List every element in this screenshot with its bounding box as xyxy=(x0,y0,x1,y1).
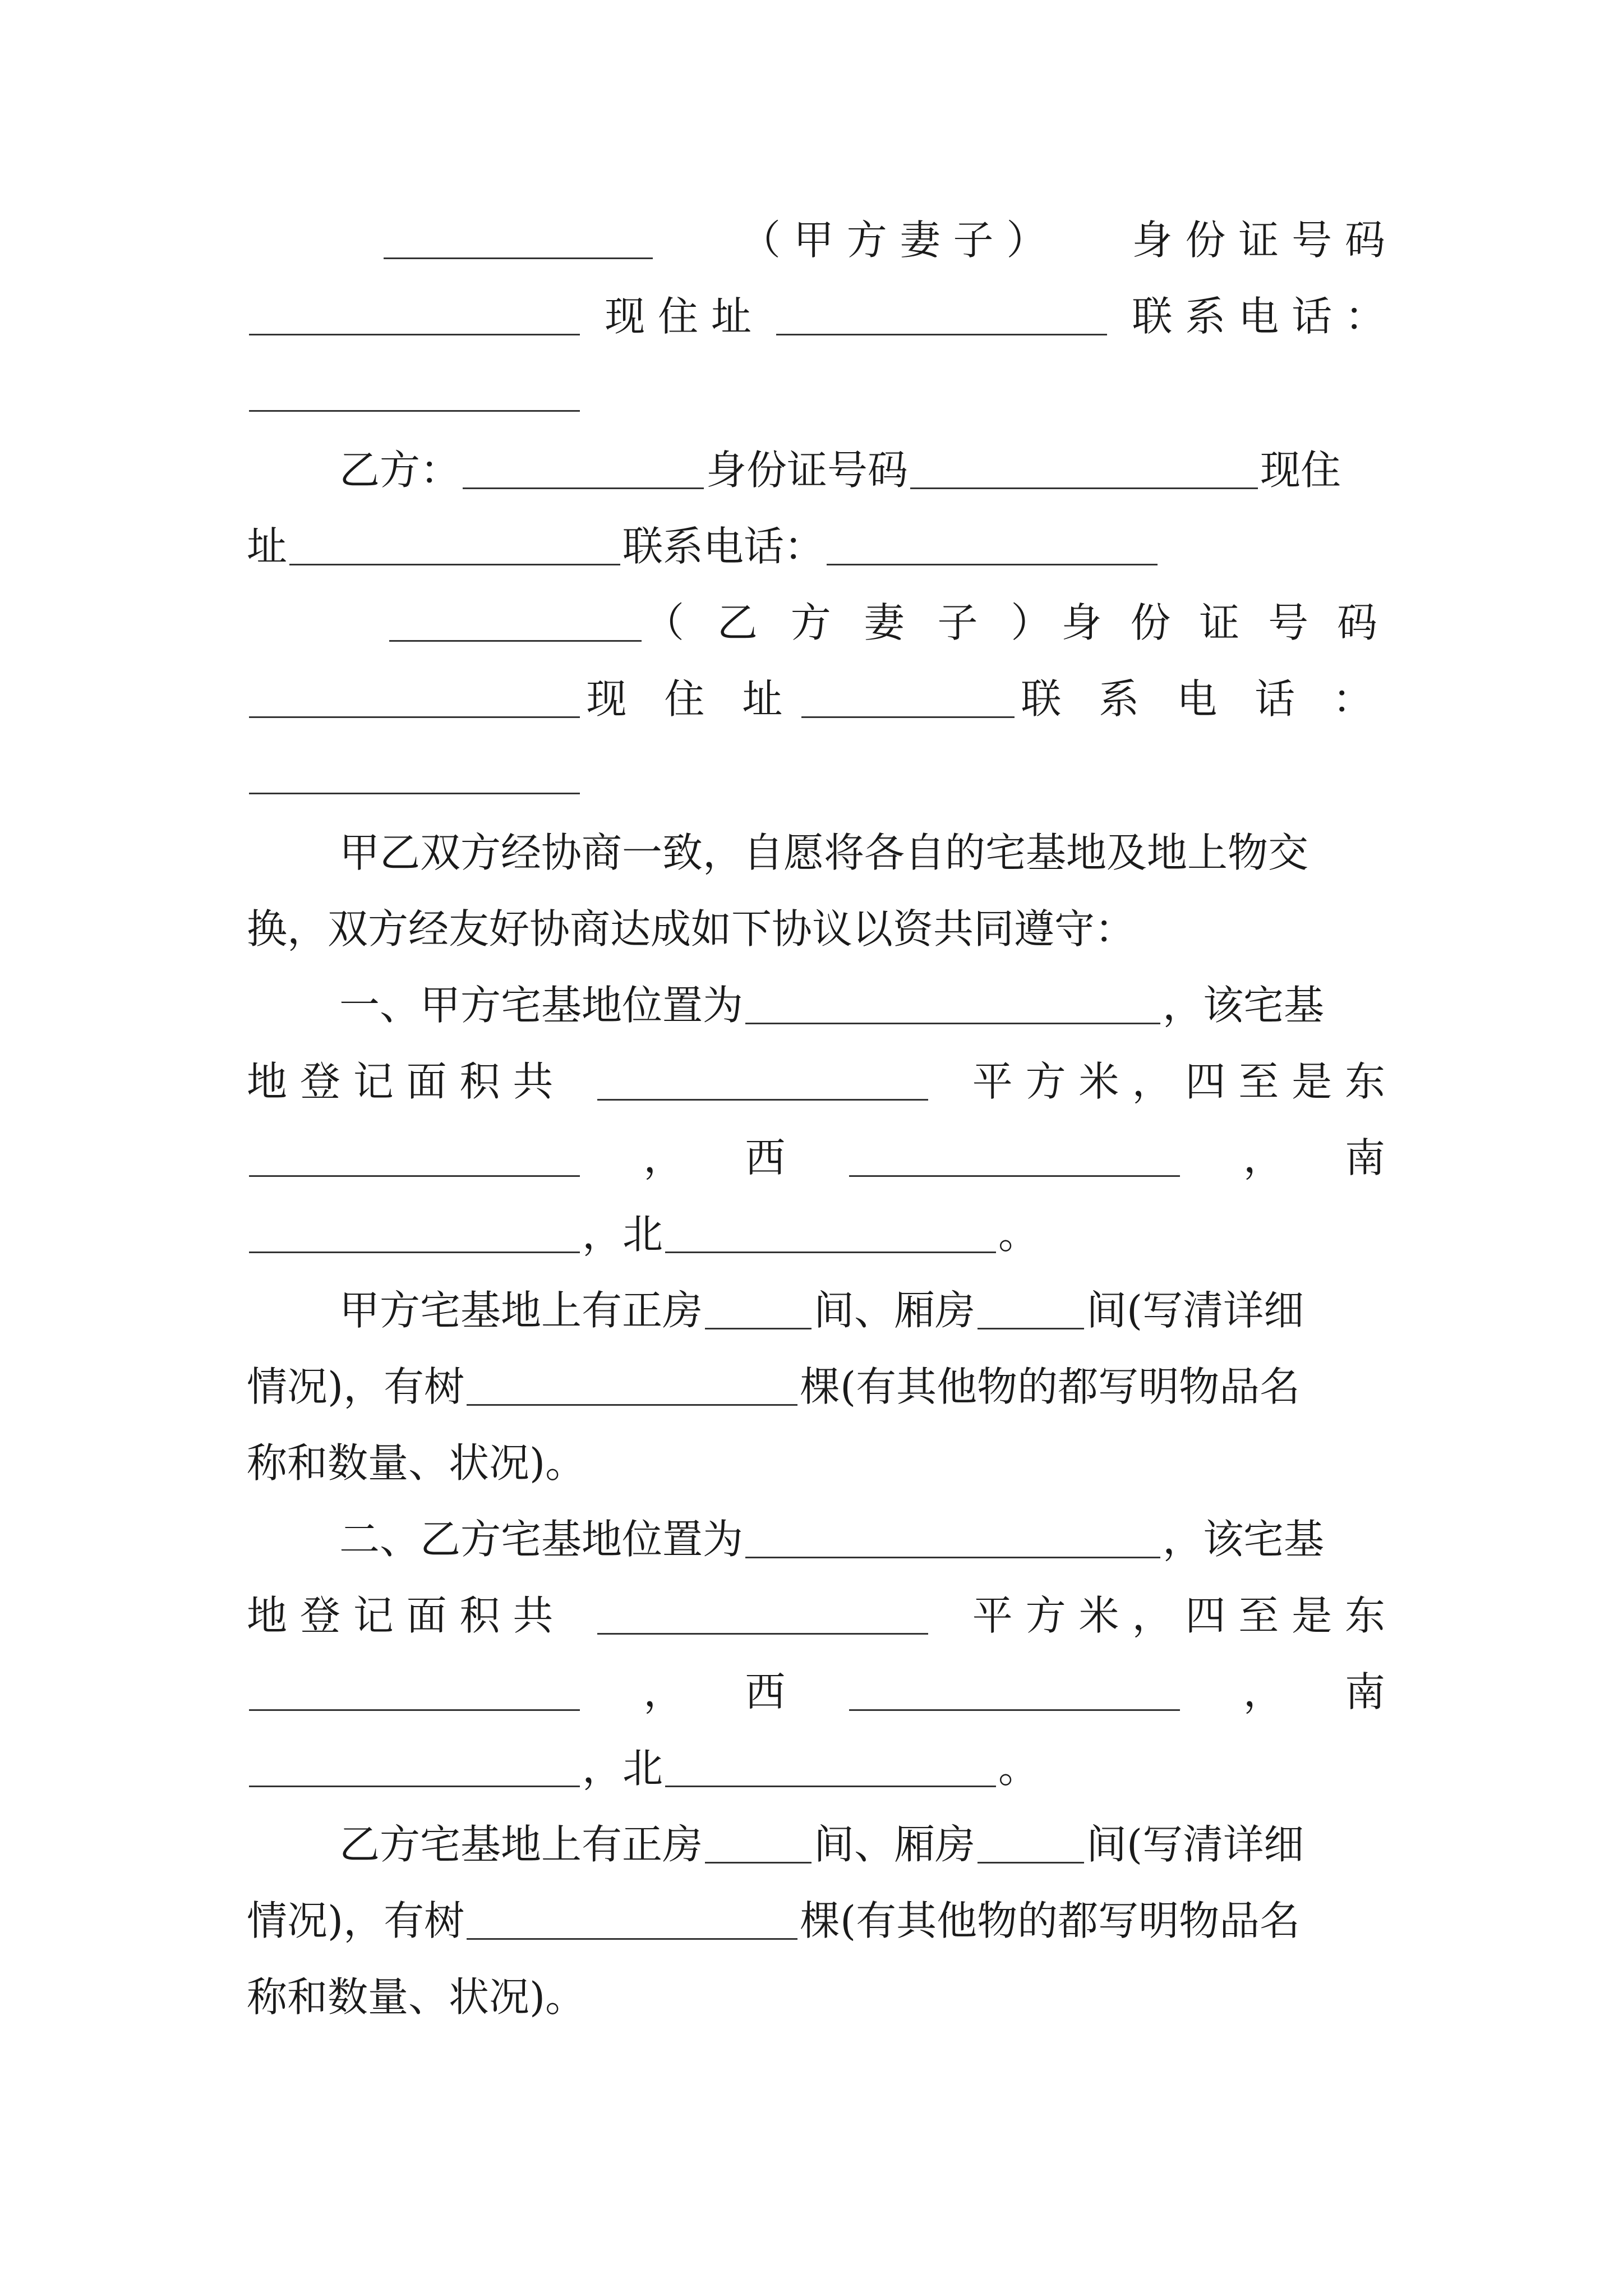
clause-1-comma-3: ， xyxy=(582,1211,623,1258)
party-a-wife-phone-label: 联 系 电 话 ： xyxy=(1132,293,1385,340)
clause-2-line-1 xyxy=(247,1490,1385,1566)
clause-1-main-rooms-field[interactable] xyxy=(705,1289,811,1329)
clause-1-pos-field[interactable] xyxy=(745,983,1160,1024)
clause-1-house-head: 甲方宅基地上有正房 xyxy=(339,1287,703,1334)
party-a-wife-addr-label: 现 住 址 xyxy=(605,293,751,340)
clause-1-line-5 xyxy=(247,1261,1385,1337)
clause-2-line-3 xyxy=(247,1642,1385,1719)
clause-1-line-1 xyxy=(247,956,1385,1032)
clause-2-comma-2: ， xyxy=(1243,1668,1284,1715)
clause-1-north: 北 xyxy=(623,1211,663,1258)
party-b-line-2 xyxy=(247,497,1385,573)
clause-2-tree-head: 情况)，有树 xyxy=(247,1897,465,1944)
party-b-wife-name-field[interactable] xyxy=(389,601,642,642)
party-b-addr-label-1: 现住 xyxy=(1260,447,1341,494)
intro-line-1 xyxy=(247,803,1385,880)
clause-1-north-field[interactable] xyxy=(665,1212,996,1253)
clause-1-comma-1: ， xyxy=(643,1134,684,1181)
clause-2-comma-3: ， xyxy=(582,1745,623,1792)
clause-2-comma-1: ， xyxy=(643,1668,684,1715)
clause-2-pos-label: 二、乙方宅基地位置为 xyxy=(339,1516,744,1563)
clause-2-line-4 xyxy=(247,1719,1385,1795)
party-b-wife-line-1 xyxy=(247,573,1385,650)
party-b-name-field[interactable] xyxy=(463,448,704,489)
party-b-id-field[interactable] xyxy=(910,448,1258,489)
clause-1-trees-field[interactable] xyxy=(467,1365,797,1406)
clause-2-pos-field[interactable] xyxy=(745,1517,1160,1558)
clause-1-side-rooms-field[interactable] xyxy=(978,1289,1084,1329)
party-b-line-1 xyxy=(247,421,1385,497)
clause-1-south: 南 xyxy=(1344,1134,1385,1181)
clause-2-trees-field[interactable] xyxy=(467,1899,797,1940)
party-a-wife-role: （ 甲 方 妻 子 ） xyxy=(740,217,1047,264)
clause-2-area-head: 地 登 记 面 积 共 xyxy=(247,1592,554,1639)
intro-text-2: 换，双方经友好协商达成如下协议以资共同遵守： xyxy=(247,905,1136,953)
party-a-wife-name-field[interactable] xyxy=(384,218,653,259)
clause-2-jian-2: 间(写清详细 xyxy=(1086,1821,1304,1868)
clause-2-main-rooms-field[interactable] xyxy=(705,1823,811,1864)
party-b-wife-phone-field[interactable] xyxy=(249,753,580,794)
clause-2-tree-tail: 棵(有其他物的都写明物品名 xyxy=(800,1897,1301,1944)
party-b-wife-line-2 xyxy=(247,650,1385,726)
clause-1-pos-label: 一、甲方宅基地位置为 xyxy=(339,982,744,1029)
clause-1-west-field[interactable] xyxy=(849,1136,1180,1177)
clause-2-west: 西 xyxy=(745,1668,786,1715)
party-b-addr-label-2: 址 xyxy=(247,523,288,570)
clause-1-line-4 xyxy=(247,1185,1385,1261)
clause-1-last: 称和数量、状况)。 xyxy=(247,1439,586,1487)
clause-1-line-2 xyxy=(247,1032,1385,1108)
clause-1-line-7 xyxy=(247,1414,1385,1490)
clause-1-area-head: 地 登 记 面 积 共 xyxy=(247,1058,554,1105)
intro-text-1: 甲乙双方经协商一致，自愿将各自的宅基地及地上物交 xyxy=(339,829,1309,876)
clause-1-end: 。 xyxy=(998,1211,1039,1258)
party-a-wife-line-3 xyxy=(247,343,1385,420)
clause-2-east-field[interactable] xyxy=(249,1670,580,1711)
party-b-wife-addr-field[interactable] xyxy=(801,677,1015,718)
party-b-phone-field[interactable] xyxy=(827,524,1158,565)
clause-1-south-field[interactable] xyxy=(249,1212,580,1253)
clause-1-comma-2: ， xyxy=(1243,1134,1284,1181)
clause-1-line-6 xyxy=(247,1337,1385,1414)
party-a-wife-id-label: 身 份 证 号 码 xyxy=(1132,217,1385,264)
clause-1-tree-head: 情况)，有树 xyxy=(247,1363,465,1410)
clause-2-side-rooms-field[interactable] xyxy=(978,1823,1084,1864)
clause-2-pos-tail: ，该宅基 xyxy=(1163,1516,1325,1563)
clause-1-east-field[interactable] xyxy=(249,1136,580,1177)
clause-2-line-6 xyxy=(247,1871,1385,1948)
party-a-wife-line-1 xyxy=(247,191,1385,267)
party-b-label: 乙方： xyxy=(339,447,461,494)
clause-2-last: 称和数量、状况)。 xyxy=(247,1973,586,2021)
clause-1-line-3 xyxy=(247,1108,1385,1185)
party-b-id-label: 身份证号码 xyxy=(706,447,909,494)
clause-2-north: 北 xyxy=(623,1745,663,1792)
party-a-wife-addr-field[interactable] xyxy=(776,295,1107,335)
clause-2-line-2 xyxy=(247,1566,1385,1642)
clause-2-line-7 xyxy=(247,1948,1385,2024)
clause-2-north-field[interactable] xyxy=(665,1746,996,1787)
clause-1-area-tail: 平 方 米 ， 四 至 是 东 xyxy=(972,1058,1385,1105)
party-a-wife-line-2 xyxy=(247,267,1385,343)
clause-2-end: 。 xyxy=(998,1745,1039,1792)
clause-1-jian-2: 间(写清详细 xyxy=(1086,1287,1304,1334)
party-b-addr-field[interactable] xyxy=(289,524,620,565)
party-a-wife-id-field[interactable] xyxy=(249,295,580,335)
clause-2-jian-1: 间、厢房 xyxy=(814,1821,976,1868)
clause-2-south: 南 xyxy=(1344,1668,1385,1715)
party-a-wife-phone-field[interactable] xyxy=(249,371,580,412)
clause-2-area-field[interactable] xyxy=(597,1594,928,1635)
clause-2-south-field[interactable] xyxy=(249,1746,580,1787)
party-b-wife-phone-label: 联 系 电 话 ： xyxy=(1021,675,1385,723)
clause-1-west: 西 xyxy=(745,1134,786,1181)
clause-2-house-head: 乙方宅基地上有正房 xyxy=(339,1821,703,1868)
clause-1-jian-1: 间、厢房 xyxy=(814,1287,976,1334)
party-b-wife-id-field[interactable] xyxy=(249,677,580,718)
party-b-wife-line-3 xyxy=(247,726,1385,802)
party-b-wife-role: （ 乙 方 妻 子 ） xyxy=(644,599,1062,646)
clause-2-west-field[interactable] xyxy=(849,1670,1180,1711)
clause-2-area-tail: 平 方 米 ， 四 至 是 东 xyxy=(972,1592,1385,1639)
clause-1-tree-tail: 棵(有其他物的都写明物品名 xyxy=(800,1363,1301,1410)
clause-1-area-field[interactable] xyxy=(597,1060,928,1101)
party-b-wife-addr-label: 现 住 址 xyxy=(586,675,795,723)
intro-line-2 xyxy=(247,880,1385,956)
clause-2-line-5 xyxy=(247,1795,1385,1871)
party-b-wife-id-label: 身 份 证 号 码 xyxy=(1061,599,1385,646)
clause-1-pos-tail: ，该宅基 xyxy=(1163,982,1325,1029)
party-b-phone-label: 联系电话： xyxy=(623,523,825,570)
